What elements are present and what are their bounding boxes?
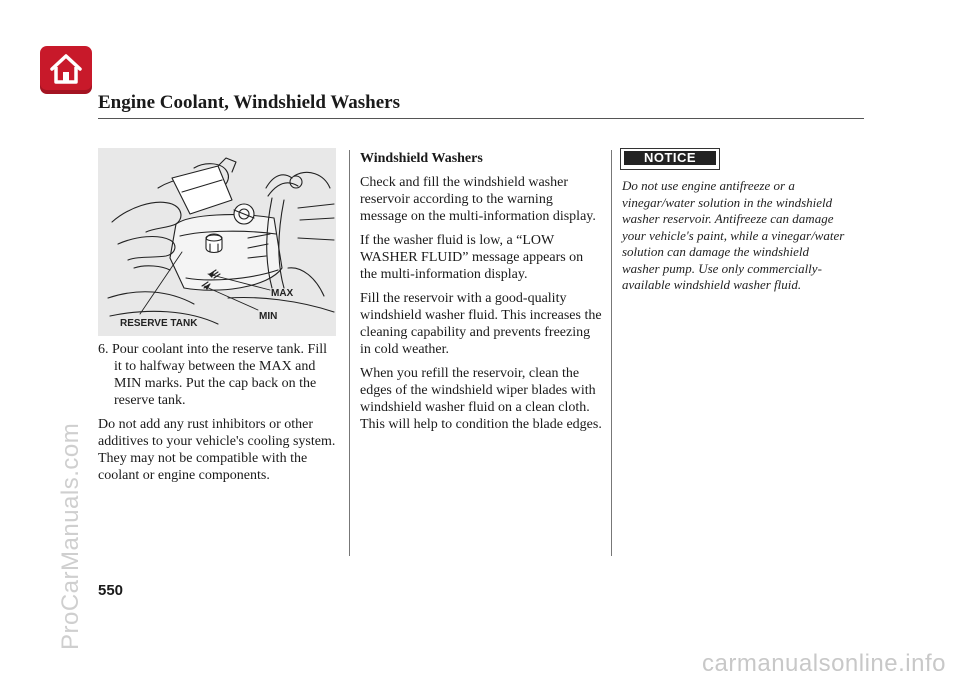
page-number: 550 [98,582,124,599]
home-icon [48,52,84,86]
illustration-drawing [98,148,336,336]
title-divider [98,118,864,119]
column-divider-2 [611,150,612,556]
washer-paragraph-3: Fill the reservoir with a good-quality windshield washer fluid. This increases the cleaning capability and prevents freezing in cold weather. [360,291,602,357]
left-column [98,341,338,491]
additives-warning: Do not add any rust inhibitors or other additives to your vehicle's cooling system. They may not be compatible with the coolant or engine components. [98,417,336,483]
side-watermark-text: ProCarManuals.com [57,422,84,650]
bottom-watermark: carmanualsonline.info [702,650,946,677]
page-title: Engine Coolant, Windshield Washers [98,92,400,113]
washer-paragraph-1: Check and fill the windshield washer reservoir according to the warning message on the multi-information display. [360,175,596,224]
coolant-reserve-tank-illustration [98,148,336,336]
reserve-tank-label: RESERVE TANK [120,318,198,329]
column-divider-1 [349,150,350,556]
notice-badge-label: NOTICE [624,151,716,165]
notice-badge [620,148,720,170]
washer-paragraph-4: When you refill the reservoir, clean the edges of the windshield wiper blades with windshield washer fluid on a clean cloth. This will help to condition the blade edges. [360,366,602,432]
washer-paragraph-2: If the washer fluid is low, a “LOW WASHER FLUID” message appears on the multi-information display. [360,233,584,282]
notice-text: Do not use engine antifreeze or a vinegar/water solution in the windshield washer reservoir. Antifreeze can damage your vehicle's paint, while a vinegar/water solution can damage the windshield washer pump. Use only commercially-available windshield washer fluid. [622,178,845,292]
section-heading: Windshield Washers [360,151,483,166]
max-label: MAX [271,288,294,299]
min-label: MIN [259,311,278,322]
middle-column [360,150,602,440]
home-button[interactable] [40,46,92,94]
step-6: 6. Pour coolant into the reserve tank. Fill it to halfway between the MAX and MIN marks. Put the cap back on the reserve tank. [98,342,328,408]
